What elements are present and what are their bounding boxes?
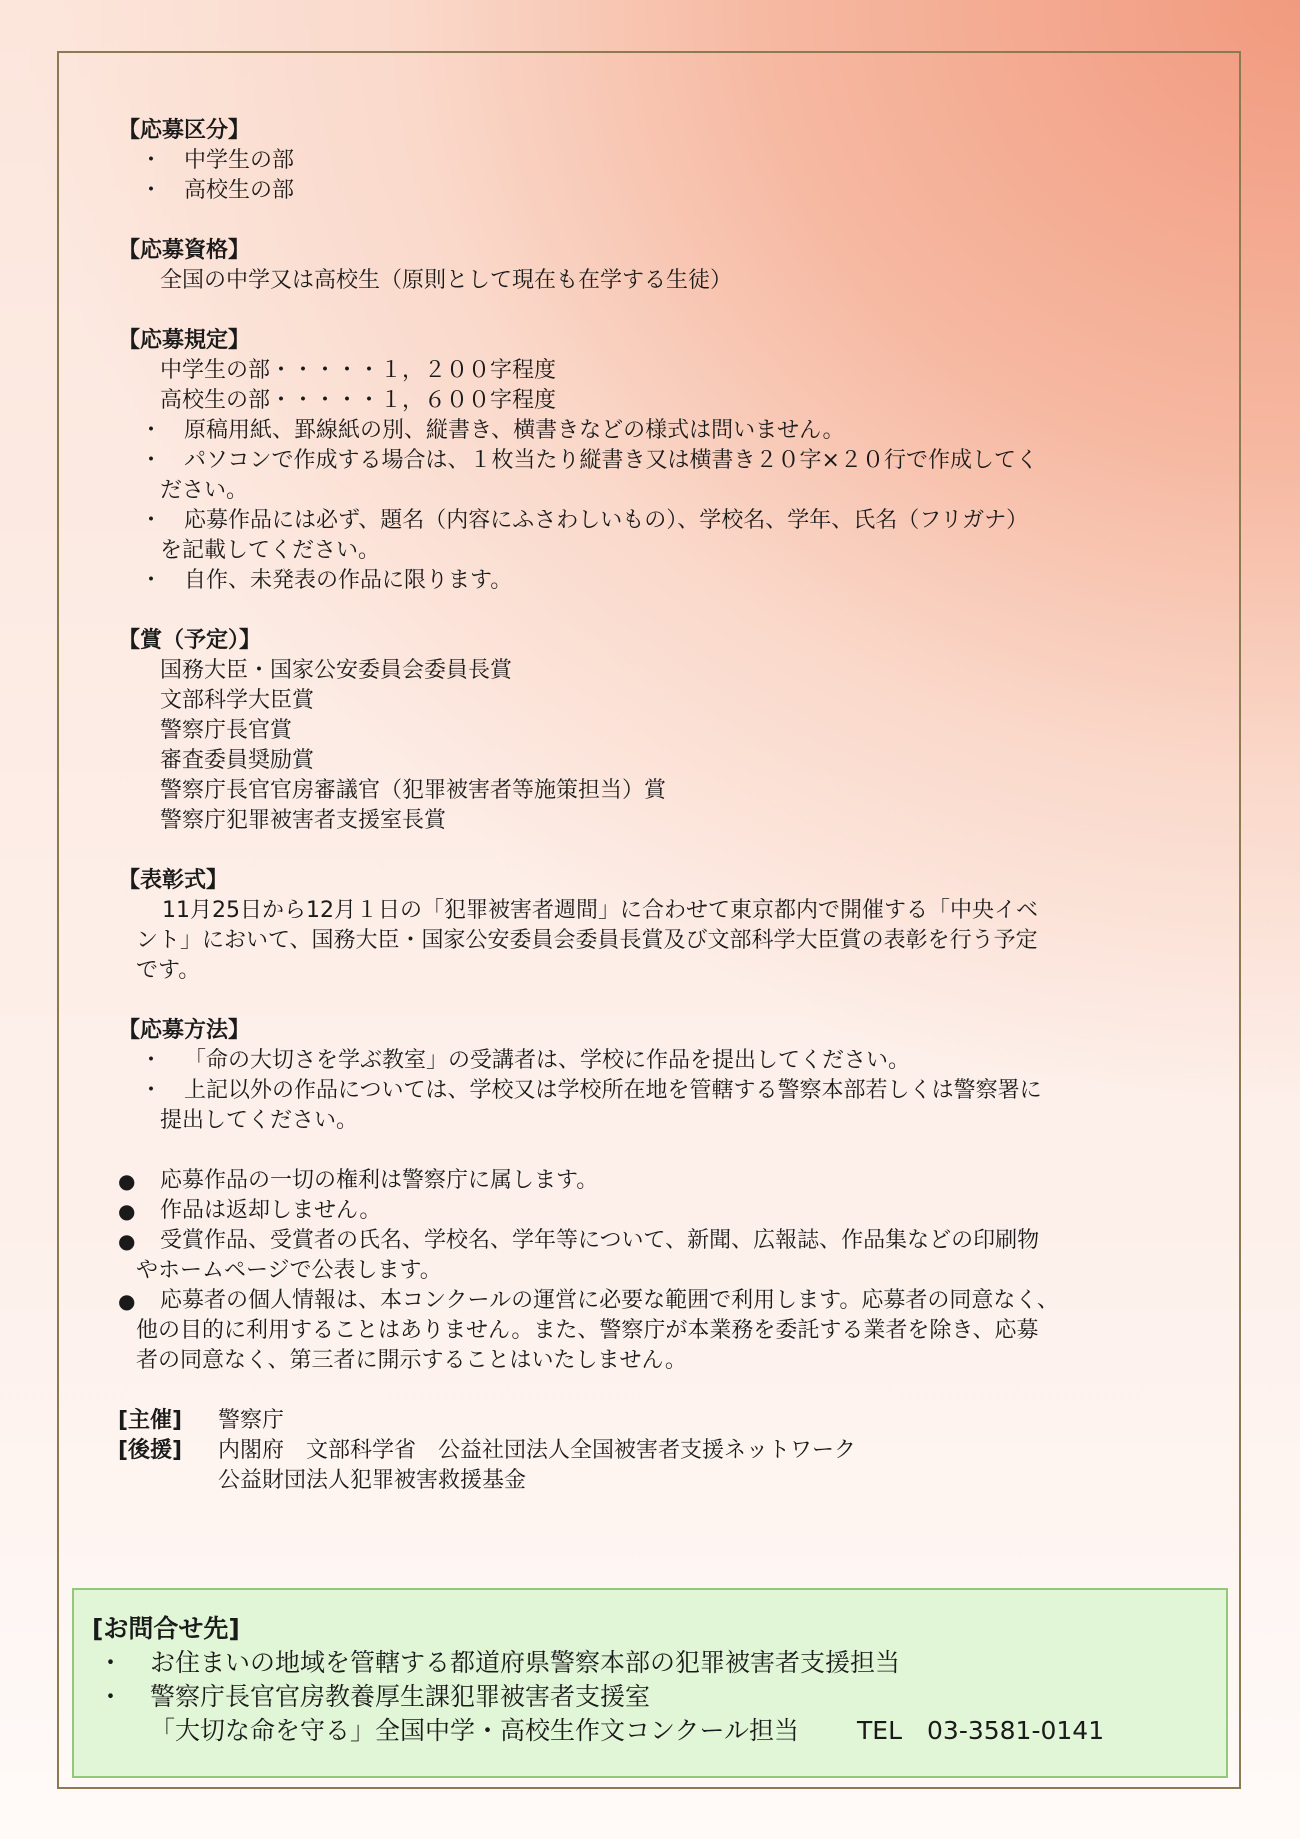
bullet-icon: ・ (140, 448, 163, 473)
bullet-icon: ・ (140, 508, 163, 533)
bullet-icon: ・ (140, 1048, 163, 1073)
ceremony-text: です。 (136, 958, 201, 983)
list-item: ・ 高校生の部 (118, 176, 1188, 206)
bullet-icon: ・ (140, 148, 163, 173)
note-item: ● 作品は返却しません。 (118, 1196, 1188, 1226)
filled-circle-icon: ● (118, 1199, 136, 1223)
rule-length-senior: 高校生の部・・・・・１，６００字程度 (160, 388, 557, 413)
eligibility-text: 全国の中学又は高校生（原則として現在も在学する生徒） (160, 268, 733, 293)
host-name: 警察庁 (218, 1408, 285, 1433)
list-item: ・ 原稿用紙、罫線紙の別、縦書き、横書きなどの様式は問いません。 (118, 416, 1188, 446)
bullet-icon: ・ (98, 1682, 124, 1711)
list-item-continuation: ださい。 (160, 478, 249, 503)
section-title-rules: 【応募規定】 (118, 328, 251, 353)
contact-phone: TEL 03-3581-0141 (857, 1716, 1105, 1745)
contact-box (72, 1588, 1228, 1778)
main-content (118, 116, 1188, 1496)
award-item: 国務大臣・国家公安委員会委員長賞 (160, 658, 513, 683)
award-item: 文部科学大臣賞 (160, 688, 315, 713)
note-item: ● 応募作品の一切の権利は警察庁に属します。 (118, 1166, 1188, 1196)
list-item: ・ 「命の大切さを学ぶ教室」の受講者は、学校に作品を提出してください。 (118, 1046, 1188, 1076)
filled-circle-icon: ● (118, 1229, 136, 1253)
filled-circle-icon: ● (118, 1169, 136, 1193)
section-title-category: 【応募区分】 (118, 118, 251, 143)
support-names-continuation: 公益財団法人犯罪被害救援基金 (218, 1468, 527, 1493)
award-item: 警察庁犯罪被害者支援室長賞 (160, 808, 447, 833)
contact-item: ・ 警察庁長官官房教養厚生課犯罪被害者支援室 (92, 1680, 1202, 1714)
host-label: [主催] (118, 1408, 183, 1433)
bullet-icon: ・ (140, 568, 163, 593)
section-title-awards: 【賞（予定）】 (118, 628, 262, 653)
award-item: 警察庁長官賞 (160, 718, 293, 743)
note-continuation: やホームページで公表します。 (136, 1258, 442, 1283)
support-label: [後援] (118, 1438, 183, 1463)
list-item: ・ 上記以外の作品については、学校又は学校所在地を管轄する警察本部若しくは警察署に (118, 1076, 1188, 1106)
note-continuation: 他の目的に利用することはありません。また、警察庁が本業務を委託する業者を除き、応募 (136, 1318, 1039, 1343)
rule-length-junior: 中学生の部・・・・・１，２００字程度 (160, 358, 557, 383)
list-item-continuation: を記載してください。 (160, 538, 381, 563)
contact-title: [お問合せ先] (92, 1614, 240, 1643)
note-item: ● 応募者の個人情報は、本コンクールの運営に必要な範囲で利用します。応募者の同意なく、 (118, 1286, 1188, 1316)
bullet-icon: ・ (140, 1078, 163, 1103)
list-item: ・ 応募作品には必ず、題名（内容にふさわしいもの）、学校名、学年、氏名（フリガナ） (118, 506, 1188, 536)
award-item: 審査委員奨励賞 (160, 748, 315, 773)
bullet-icon: ・ (140, 418, 163, 443)
note-continuation: 者の同意なく、第三者に開示することはいたしません。 (136, 1348, 687, 1373)
contact-office: 「大切な命を守る」全国中学・高校生作文コンクール担当 (150, 1716, 800, 1745)
bullet-icon: ・ (140, 178, 163, 203)
award-item: 警察庁長官官房審議官（犯罪被害者等施策担当）賞 (160, 778, 667, 803)
filled-circle-icon: ● (118, 1289, 136, 1313)
ceremony-text: ント」において、国務大臣・国家公安委員会委員長賞及び文部科学大臣賞の表彰を行う予定 (136, 928, 1038, 953)
support-row (118, 1436, 1188, 1466)
section-title-eligibility: 【応募資格】 (118, 238, 251, 263)
section-title-ceremony: 【表彰式】 (118, 868, 229, 893)
list-item-continuation: 提出してください。 (160, 1108, 359, 1133)
list-item: ・ 自作、未発表の作品に限ります。 (118, 566, 1188, 596)
contact-item: ・ お住まいの地域を管轄する都道府県警察本部の犯罪被害者支援担当 (92, 1646, 1202, 1680)
support-names: 内閣府 文部科学省 公益社団法人全国被害者支援ネットワーク (218, 1438, 857, 1463)
note-item: ● 受賞作品、受賞者の氏名、学校名、学年等について、新聞、広報誌、作品集などの印刷物 (118, 1226, 1188, 1256)
host-row (118, 1406, 1188, 1436)
bullet-icon: ・ (98, 1648, 124, 1677)
list-item: ・ パソコンで作成する場合は、１枚当たり縦書き又は横書き２０字×２０行で作成してく (118, 446, 1188, 476)
section-title-method: 【応募方法】 (118, 1018, 251, 1043)
list-item: ・ 中学生の部 (118, 146, 1188, 176)
ceremony-text: 11月25日から12月１日の「犯罪被害者週間」に合わせて東京都内で開催する「中央イベ (162, 898, 1038, 923)
contact-item-continuation (92, 1714, 1202, 1748)
